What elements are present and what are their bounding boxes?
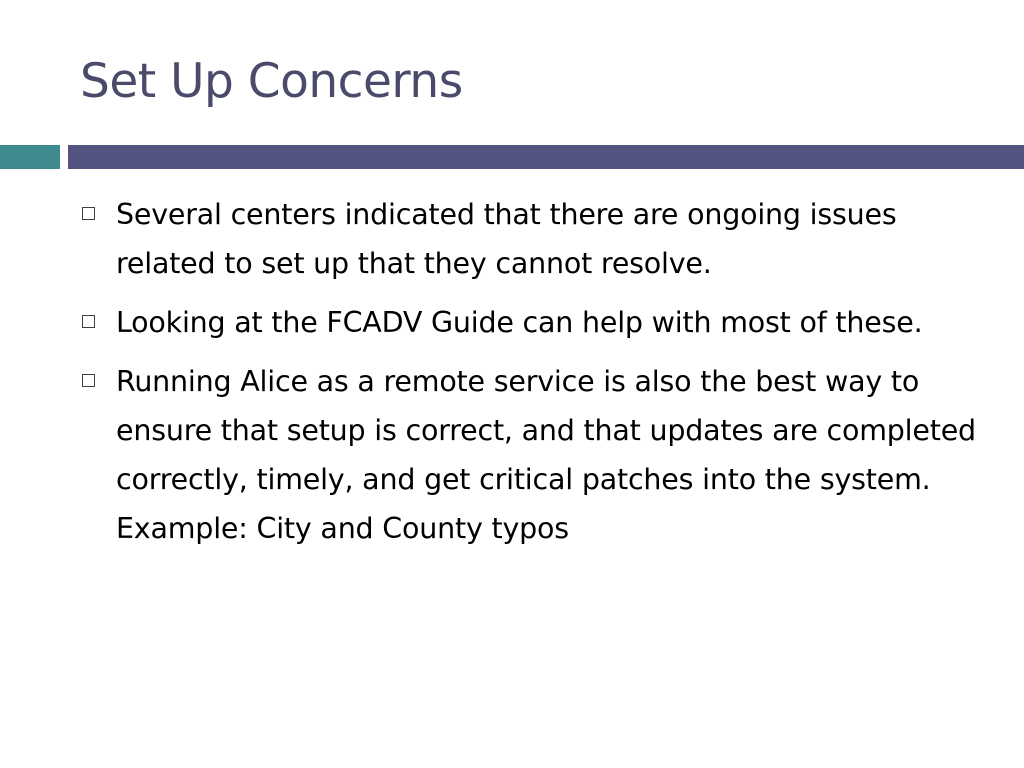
hollow-square-bullet-icon [82,374,95,387]
hollow-square-bullet-icon [82,315,95,328]
bullet-list [80,190,980,563]
slide-title: Set Up Concerns [80,54,463,109]
bullet-text: Looking at the FCADV Guide can help with most of these. [116,306,923,339]
bullet-item [80,357,980,553]
title-accent-bar-purple [68,145,1024,169]
bullet-item [80,298,980,347]
hollow-square-bullet-icon [82,207,95,220]
bullet-text: Several centers indicated that there are ongoing issues related to set up that they cannot resolve. [116,198,897,280]
bullet-item [80,190,980,288]
bullet-text: Running Alice as a remote service is also the best way to ensure that setup is correct, and that updates are completed correctly, timely, and get critical patches into the system. Example: City and County typos [116,365,976,545]
title-accent-bar-teal [0,145,60,169]
